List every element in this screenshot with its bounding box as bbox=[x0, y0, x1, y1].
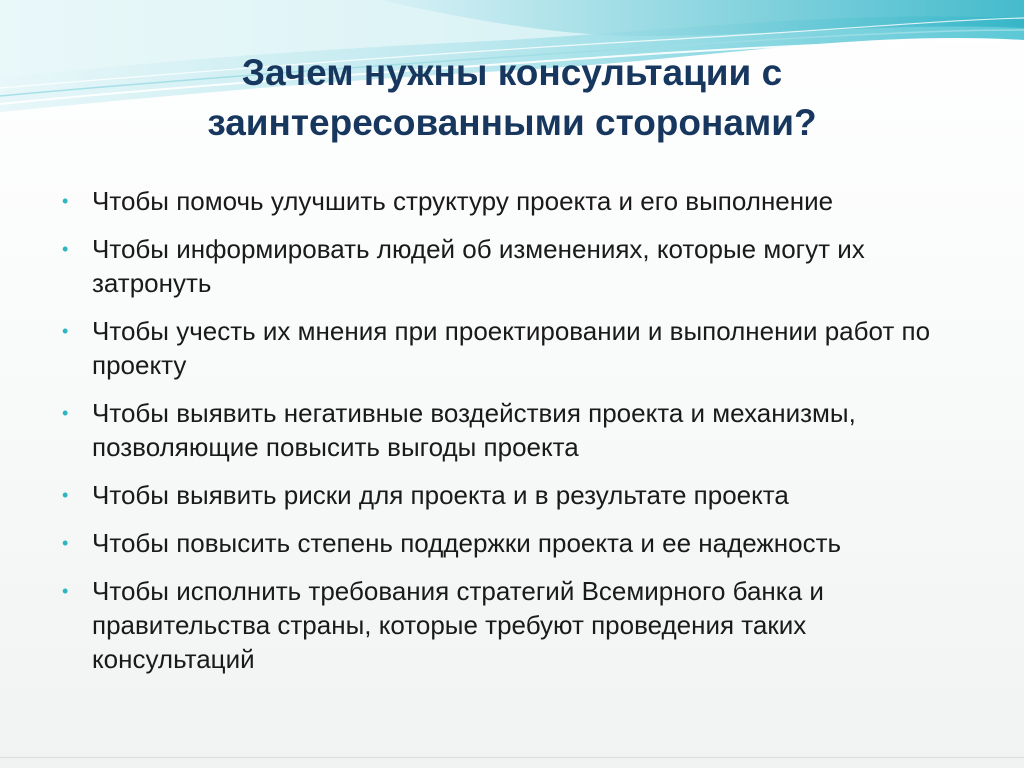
bullet-item bbox=[58, 232, 958, 300]
bullet-item bbox=[58, 314, 958, 382]
bullet-item bbox=[58, 396, 958, 464]
bullet-dot-icon: • bbox=[62, 533, 69, 553]
bullet-text: Чтобы помочь улучшить структуру проекта и его выполнение bbox=[92, 186, 834, 216]
bullet-item bbox=[58, 478, 958, 512]
bullet-text: Чтобы информировать людей об изменениях, которые могут их затронуть bbox=[92, 234, 865, 298]
slide-title bbox=[80, 48, 944, 148]
bullet-list bbox=[58, 184, 958, 690]
bullet-dot-icon: • bbox=[62, 403, 69, 423]
bullet-text: Чтобы выявить риски для проекта и в результате проекта bbox=[92, 480, 789, 510]
footer-divider bbox=[0, 757, 1024, 758]
bullet-dot-icon: • bbox=[62, 321, 69, 341]
bullet-dot-icon: • bbox=[62, 581, 69, 601]
slide-title-line-1: Зачем нужны консультации с bbox=[241, 52, 783, 93]
slide-title-line-2: заинтересованными сторонами? bbox=[207, 102, 817, 143]
bullet-text: Чтобы выявить негативные воздействия проекта и механизмы, позволяющие повысить выгоды проекта bbox=[92, 398, 856, 462]
bullet-text: Чтобы повысить степень поддержки проекта и ее надежность bbox=[92, 528, 842, 558]
bullet-text: Чтобы учесть их мнения при проектировании и выполнении работ по проекту bbox=[92, 316, 931, 380]
bullet-dot-icon: • bbox=[62, 239, 69, 259]
bullet-dot-icon: • bbox=[62, 191, 69, 211]
bullet-item bbox=[58, 526, 958, 560]
bullet-item bbox=[58, 184, 958, 218]
bullet-text: Чтобы исполнить требования стратегий Всемирного банка и правительства страны, которые требуют проведения таких консультаций bbox=[92, 576, 824, 674]
bullet-dot-icon: • bbox=[62, 485, 69, 505]
bullet-item bbox=[58, 574, 958, 676]
